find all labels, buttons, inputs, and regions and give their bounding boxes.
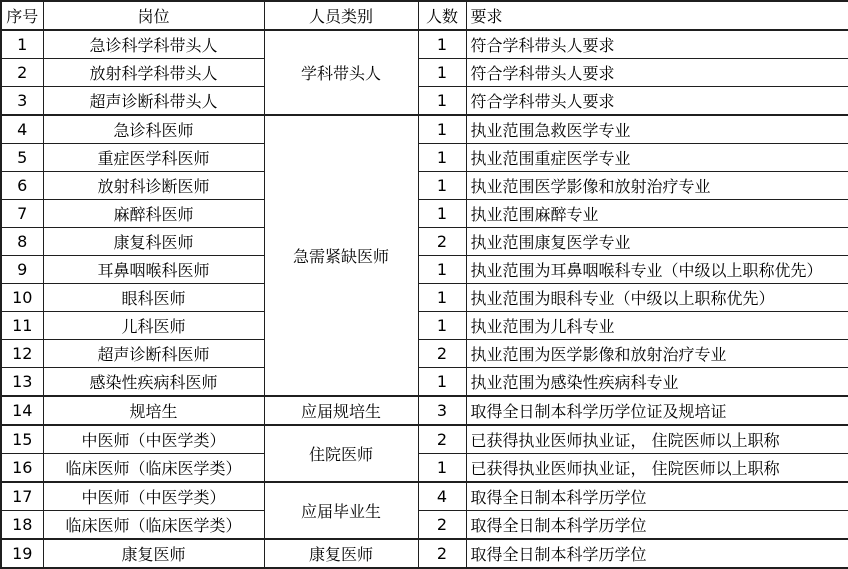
requirement-cell: 执业范围急救医学专业	[466, 115, 848, 144]
category-cell: 急需紧缺医师	[264, 115, 418, 396]
position-cell: 急诊科学科带头人	[43, 30, 264, 59]
position-cell: 康复医师	[43, 539, 264, 568]
table-row	[1, 340, 848, 368]
category-cell: 学科带头人	[264, 30, 418, 115]
requirement-cell: 执业范围为眼科专业（中级以上职称优先）	[466, 284, 848, 312]
table-row	[1, 425, 848, 454]
category-cell: 康复医师	[264, 539, 418, 568]
table-row	[1, 396, 848, 425]
category-cell: 应届毕业生	[264, 482, 418, 539]
table-row	[1, 256, 848, 284]
count-cell: 1	[418, 200, 466, 228]
row-number-cell: 19	[1, 539, 43, 568]
row-number-cell: 5	[1, 144, 43, 172]
table-row	[1, 511, 848, 540]
requirement-cell: 已获得执业医师执业证， 住院医师以上职称	[466, 425, 848, 454]
count-cell: 1	[418, 87, 466, 116]
row-number-cell: 16	[1, 454, 43, 483]
count-cell: 1	[418, 368, 466, 397]
row-number-cell: 14	[1, 396, 43, 425]
requirement-cell: 执业范围康复医学专业	[466, 228, 848, 256]
position-cell: 儿科医师	[43, 312, 264, 340]
category-cell: 住院医师	[264, 425, 418, 482]
position-cell: 中医师（中医学类）	[43, 425, 264, 454]
position-cell: 眼科医师	[43, 284, 264, 312]
row-number-cell: 2	[1, 59, 43, 87]
position-cell: 超声诊断科带头人	[43, 87, 264, 116]
table-row	[1, 454, 848, 483]
header-requirement: 要求	[466, 1, 848, 30]
header-no: 序号	[1, 1, 43, 30]
row-number-cell: 3	[1, 87, 43, 116]
requirement-cell: 执业范围重症医学专业	[466, 144, 848, 172]
table-row	[1, 539, 848, 568]
requirement-cell: 符合学科带头人要求	[466, 30, 848, 59]
count-cell: 2	[418, 425, 466, 454]
requirement-cell: 取得全日制本科学历学位	[466, 482, 848, 511]
position-cell: 耳鼻咽喉科医师	[43, 256, 264, 284]
position-cell: 放射科学科带头人	[43, 59, 264, 87]
requirement-cell: 执业范围医学影像和放射治疗专业	[466, 172, 848, 200]
position-cell: 感染性疾病科医师	[43, 368, 264, 397]
row-number-cell: 7	[1, 200, 43, 228]
table-row	[1, 172, 848, 200]
requirement-cell: 执业范围麻醉专业	[466, 200, 848, 228]
count-cell: 2	[418, 228, 466, 256]
count-cell: 1	[418, 172, 466, 200]
count-cell: 2	[418, 539, 466, 568]
row-number-cell: 10	[1, 284, 43, 312]
table-row	[1, 482, 848, 511]
table-row	[1, 228, 848, 256]
position-cell: 临床医师（临床医学类）	[43, 454, 264, 483]
row-number-cell: 6	[1, 172, 43, 200]
header-position: 岗位	[43, 1, 264, 30]
row-number-cell: 1	[1, 30, 43, 59]
count-cell: 1	[418, 115, 466, 144]
table-row	[1, 144, 848, 172]
requirement-cell: 执业范围为儿科专业	[466, 312, 848, 340]
table-row	[1, 30, 848, 59]
table-row	[1, 312, 848, 340]
count-cell: 3	[418, 396, 466, 425]
row-number-cell: 13	[1, 368, 43, 397]
requirement-cell: 取得全日制本科学历学位	[466, 511, 848, 540]
count-cell: 2	[418, 511, 466, 540]
requirement-cell: 符合学科带头人要求	[466, 87, 848, 116]
table-row	[1, 200, 848, 228]
row-number-cell: 9	[1, 256, 43, 284]
row-number-cell: 11	[1, 312, 43, 340]
table-body	[1, 30, 848, 568]
row-number-cell: 12	[1, 340, 43, 368]
position-cell: 超声诊断科医师	[43, 340, 264, 368]
row-number-cell: 8	[1, 228, 43, 256]
position-cell: 规培生	[43, 396, 264, 425]
header-count: 人数	[418, 1, 466, 30]
category-cell: 应届规培生	[264, 396, 418, 425]
header-category: 人员类别	[264, 1, 418, 30]
row-number-cell: 15	[1, 425, 43, 454]
position-cell: 临床医师（临床医学类）	[43, 511, 264, 540]
count-cell: 4	[418, 482, 466, 511]
table-row	[1, 59, 848, 87]
row-number-cell: 18	[1, 511, 43, 540]
count-cell: 2	[418, 340, 466, 368]
position-cell: 重症医学科医师	[43, 144, 264, 172]
requirement-cell: 取得全日制本科学历学位	[466, 539, 848, 568]
position-cell: 康复科医师	[43, 228, 264, 256]
count-cell: 1	[418, 312, 466, 340]
requirement-cell: 执业范围为感染性疾病科专业	[466, 368, 848, 397]
position-cell: 放射科诊断医师	[43, 172, 264, 200]
requirement-cell: 已获得执业医师执业证， 住院医师以上职称	[466, 454, 848, 483]
position-cell: 麻醉科医师	[43, 200, 264, 228]
count-cell: 1	[418, 144, 466, 172]
header-row	[1, 1, 848, 30]
count-cell: 1	[418, 284, 466, 312]
position-cell: 急诊科医师	[43, 115, 264, 144]
table-row	[1, 87, 848, 116]
count-cell: 1	[418, 59, 466, 87]
requirement-cell: 取得全日制本科学历学位证及规培证	[466, 396, 848, 425]
requirement-cell: 执业范围为耳鼻咽喉科专业（中级以上职称优先）	[466, 256, 848, 284]
count-cell: 1	[418, 256, 466, 284]
row-number-cell: 17	[1, 482, 43, 511]
table-row	[1, 284, 848, 312]
table-row	[1, 368, 848, 397]
count-cell: 1	[418, 454, 466, 483]
requirement-cell: 符合学科带头人要求	[466, 59, 848, 87]
row-number-cell: 4	[1, 115, 43, 144]
position-cell: 中医师（中医学类）	[43, 482, 264, 511]
requirement-cell: 执业范围为医学影像和放射治疗专业	[466, 340, 848, 368]
table-row	[1, 115, 848, 144]
count-cell: 1	[418, 30, 466, 59]
